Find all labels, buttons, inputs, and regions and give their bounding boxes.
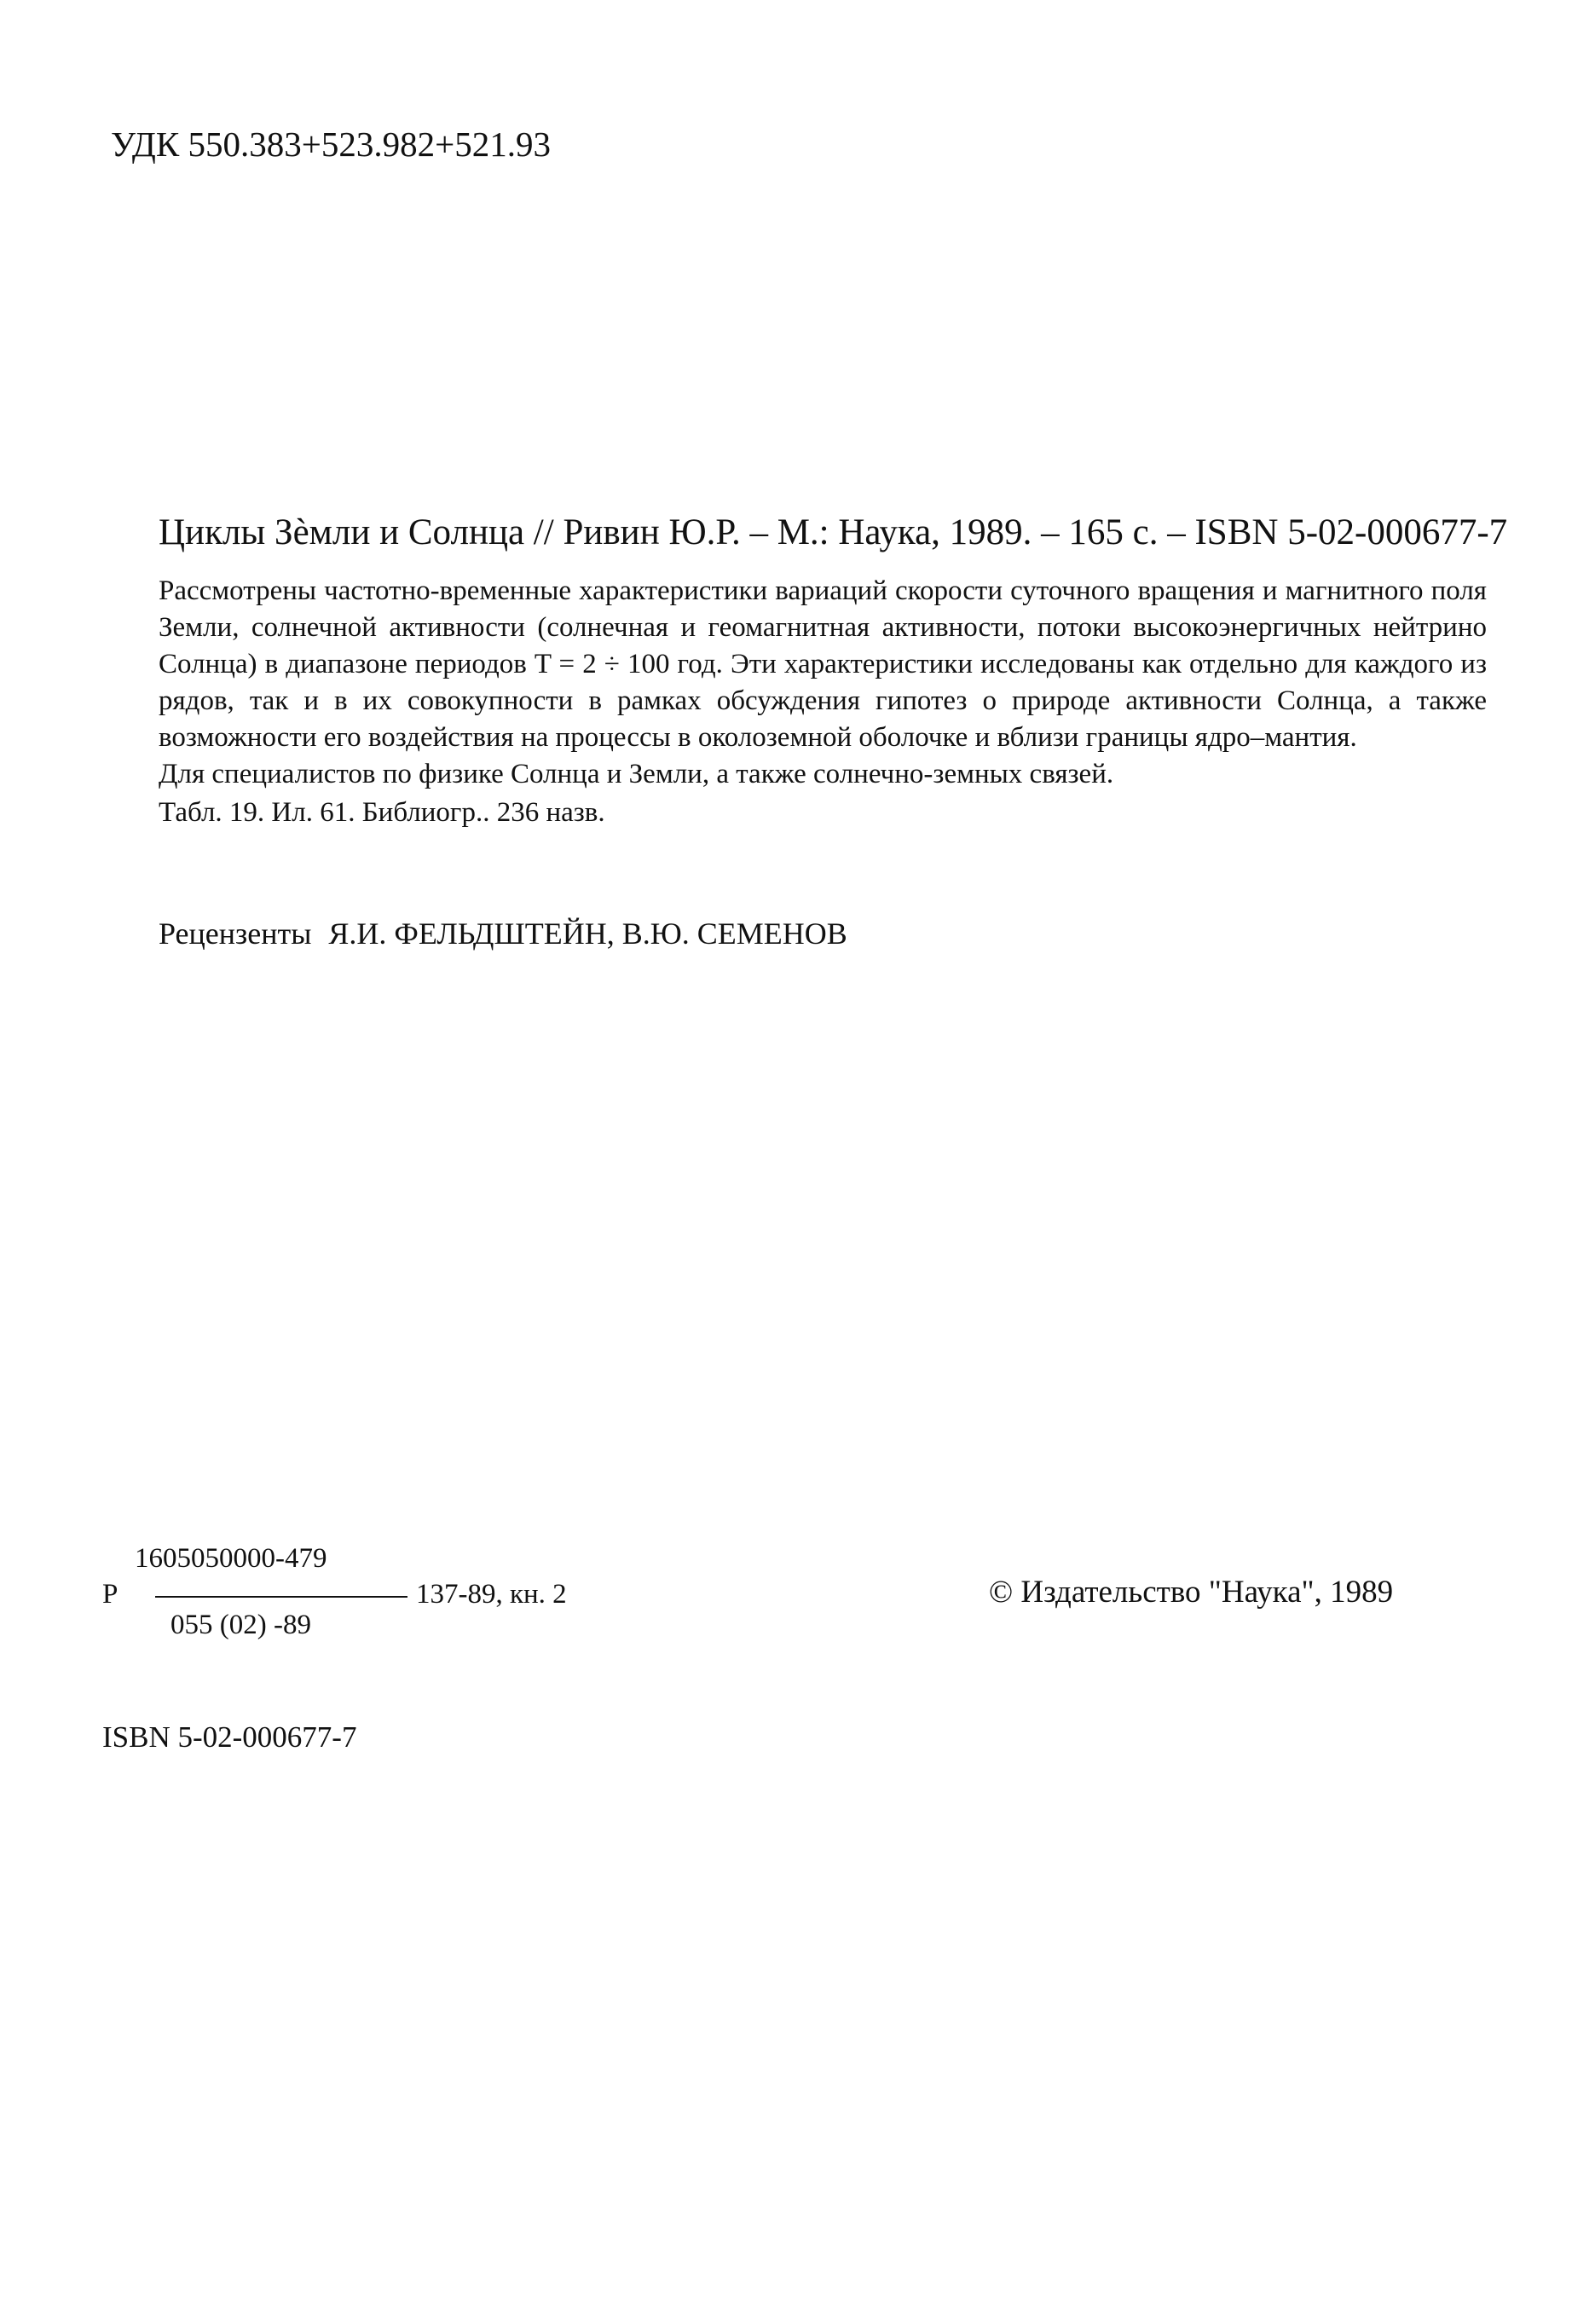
reviewers-label: Рецензенты [159, 916, 312, 951]
audience-paragraph: Для специалистов по физике Солнца и Земли, а также солнечно-земных связей. [159, 759, 1114, 789]
publication-code-suffix: 137-89, кн. 2 [416, 1579, 567, 1610]
isbn-footer: ISBN 5-02-000677-7 [102, 1720, 357, 1754]
publication-code-denominator: 055 (02) -89 [170, 1610, 311, 1640]
bibliographic-entry: Циклы Зѐмли и Солнца // Ривин Ю.Р. – М.: Наука, 1989. – 165 с. – ISBN 5-02-000677-7 [159, 512, 1508, 552]
book-stats: Табл. 19. Ил. 61. Библиогр.. 236 назв. [159, 797, 605, 828]
publication-code-numerator: 1605050000-479 [135, 1543, 327, 1574]
fraction-rule [155, 1596, 407, 1598]
abstract-paragraph: Рассмотрены частотно-временные характеристики вариаций скорости суточного вращения и магнитного поля Земли, солнечной активности (солнечная и геомагнитная активности, потоки высокоэнергичных нейтрино Солнца) в диапазоне периодов T = 2 ÷ 100 год. Эти характеристики исследованы как отдельно для каждого из рядов, так и в их совокупности в рамках обсуждения гипотез о природе активности Солнца, а также возможности его воздействия на процессы в околоземной оболочке и вблизи границы ядро–мантия. [159, 575, 1487, 753]
abstract [159, 573, 1487, 831]
publication-code-letter: Р [102, 1579, 118, 1610]
reviewers-names: Я.И. ФЕЛЬДШТЕЙН, В.Ю. СЕМЕНОВ [328, 916, 847, 951]
publication-code [102, 1543, 580, 1662]
reviewers [159, 916, 847, 951]
copyright-notice: © Издательство "Наука", 1989 [989, 1575, 1394, 1610]
udk-code: УДК 550.383+523.982+521.93 [111, 124, 551, 164]
